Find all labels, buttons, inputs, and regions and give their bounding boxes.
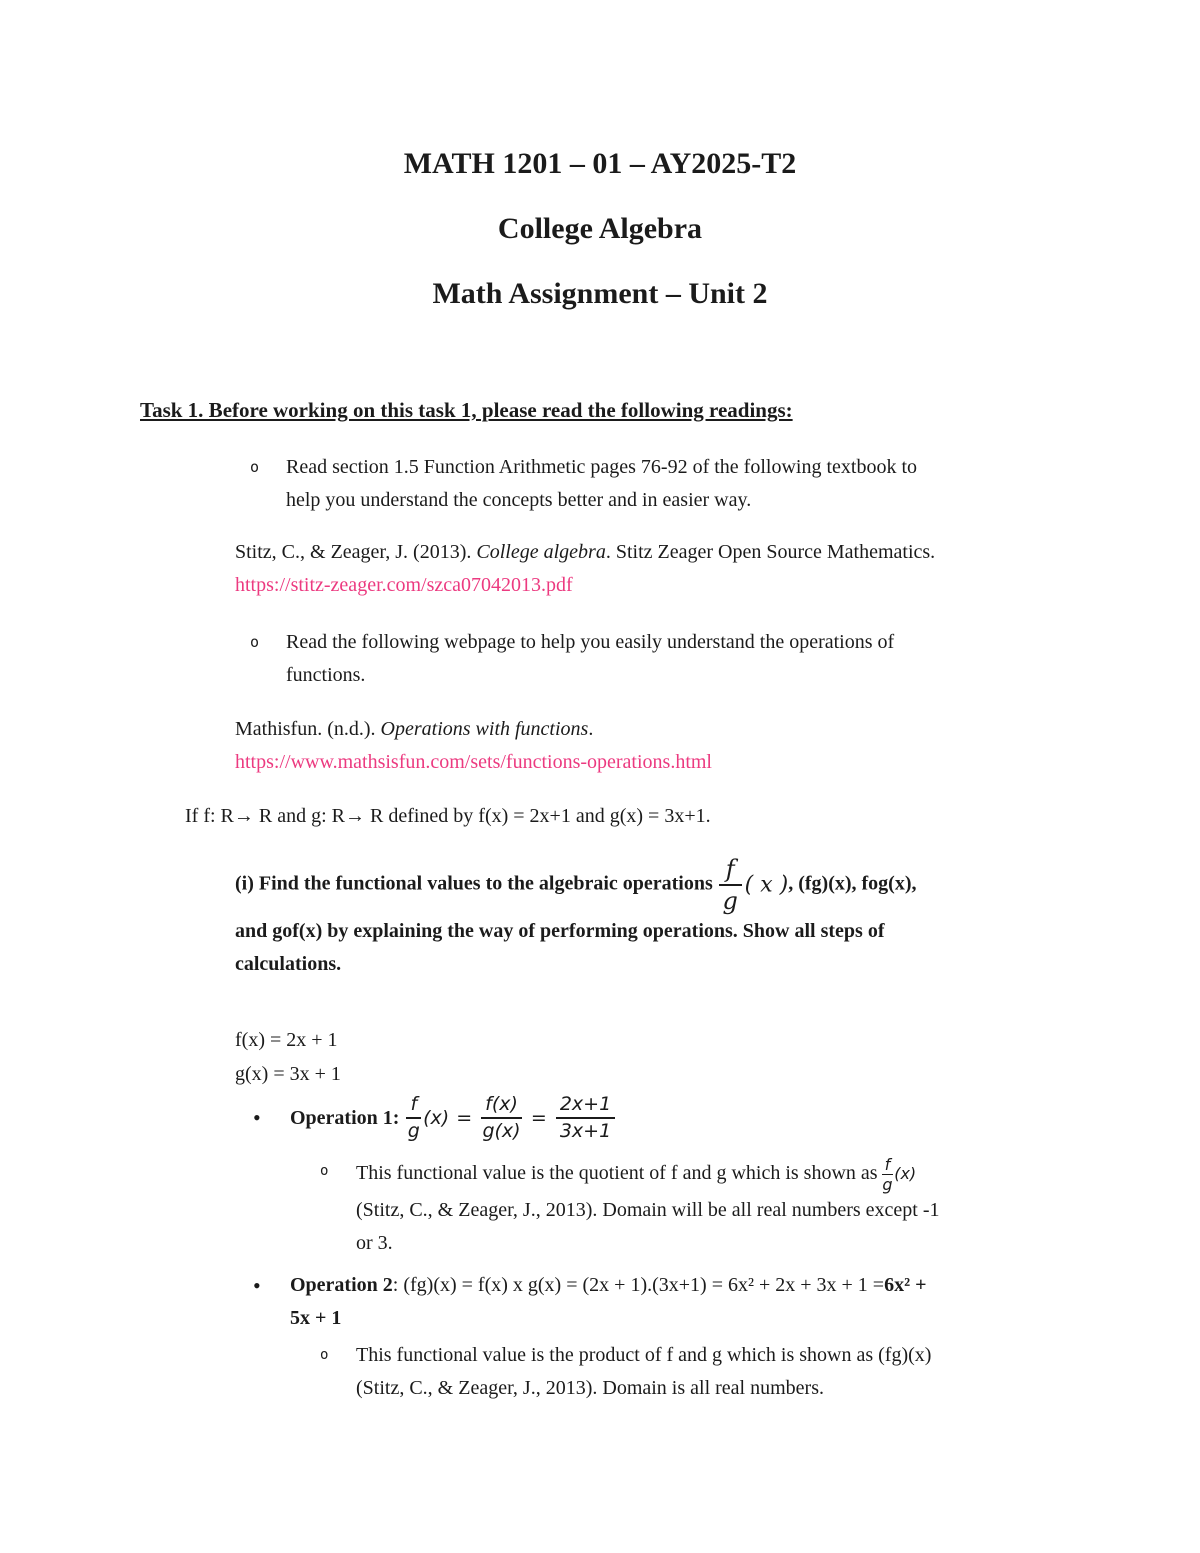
- question-pre-text: (i) Find the functional values to the algebraic operations: [235, 872, 713, 895]
- citation-1-title: College algebra: [476, 541, 606, 563]
- fraction-numerator: f: [406, 1093, 421, 1119]
- f-definition: f(x) = 2x + 1: [235, 1029, 338, 1051]
- explanation-pre-text: This functional value is the quotient of f and g which is shown as: [356, 1162, 878, 1185]
- fraction-denominator: 3x+1: [559, 1120, 612, 1142]
- explanation-line3: or 3.: [356, 1232, 393, 1254]
- course-title: MATH 1201 – 01 – AY2025-T2: [403, 147, 797, 180]
- disc-bullet-icon: •: [253, 1105, 261, 1130]
- fraction-argument: ( x ): [744, 872, 789, 898]
- operation-2-text: [290, 1269, 1060, 1335]
- explanation-line2: (Stitz, C., & Zeager, J., 2013). Domain will be all real numbers except -1: [356, 1199, 940, 1221]
- question-i-paragraph: [235, 855, 1085, 981]
- reading-item-2: [250, 626, 1060, 692]
- f-over-g-fraction: [719, 855, 742, 915]
- citation-stitz-zeager: [235, 536, 1060, 602]
- operation-2-result-part2: 5x + 1: [290, 1307, 342, 1329]
- fraction-denominator: g: [882, 1175, 893, 1194]
- operation-2-result-part1: 6x² +: [884, 1274, 927, 1296]
- explanation-line1: This functional value is the product of f and g which is shown as (fg)(x): [356, 1344, 932, 1366]
- mathisfun-link[interactable]: https://www.mathsisfun.com/sets/functions-operations.html: [235, 751, 712, 773]
- reading-1-line1: Read section 1.5 Function Arithmetic pages 76-92 of the following textbook to: [286, 456, 918, 478]
- assignment-title: Math Assignment – Unit 2: [432, 277, 768, 310]
- fraction-denominator: g: [722, 887, 738, 915]
- reading-1-text: [286, 451, 1060, 517]
- fraction-numerator: f: [882, 1155, 894, 1175]
- reading-2-text: [286, 626, 1060, 692]
- citation-mathisfun: [235, 713, 1060, 779]
- fraction-numerator: 2x+1: [556, 1093, 615, 1119]
- citation-2-period: .: [588, 718, 594, 740]
- fraction-numerator: f: [719, 855, 742, 886]
- operation-2-explanation-text: [356, 1339, 1060, 1405]
- fx-over-gx-fraction: [481, 1093, 522, 1143]
- operation-1-explanation: [320, 1155, 1060, 1260]
- function-definitions-intro: If f: R→ R and g: R→ R defined by f(x) = 2x+1 and g(x) = 3x+1.: [185, 805, 711, 827]
- circle-bullet-icon: o: [250, 633, 260, 651]
- g-definition: g(x) = 3x + 1: [235, 1063, 341, 1085]
- 2x1-over-3x1-fraction: [556, 1093, 615, 1143]
- operation-1-math: [290, 1093, 617, 1143]
- fraction-argument: (x): [894, 1164, 917, 1184]
- question-line1-end: , (fg)(x), fog(x),: [788, 872, 917, 895]
- citation-1-author: Stitz, C., & Zeager, J. (2013).: [235, 541, 477, 563]
- function-definitions: [235, 1023, 1060, 1091]
- fraction-numerator: f(x): [481, 1093, 522, 1119]
- operation-2-label: Operation 2: [290, 1274, 393, 1296]
- stitz-zeager-link[interactable]: https://stitz-zeager.com/szca07042013.pdf: [235, 574, 573, 596]
- equals-sign: =: [456, 1107, 473, 1129]
- circle-bullet-icon: o: [250, 458, 260, 476]
- citation-2-title: Operations with functions: [380, 718, 589, 740]
- citation-1-publisher: . Stitz Zeager Open Source Mathematics.: [605, 541, 936, 563]
- f-over-g-fraction: [882, 1155, 894, 1194]
- reading-2-line2: functions.: [286, 664, 366, 686]
- reading-item-1: [250, 451, 1060, 517]
- operation-2-explanation: [320, 1339, 1060, 1405]
- operation-1-explanation-text: [356, 1155, 1060, 1260]
- operation-1-item: [253, 1093, 1060, 1143]
- task1-heading: Task 1. Before working on this task 1, please read the following readings:: [140, 398, 793, 422]
- fraction-denominator: g: [407, 1120, 420, 1142]
- equals-sign: =: [530, 1107, 547, 1129]
- fraction-argument: (x): [423, 1107, 450, 1129]
- question-line3: calculations.: [235, 953, 342, 975]
- question-line2: and gof(x) by explaining the way of performing operations. Show all steps of: [235, 920, 885, 942]
- operation-2-equation: : (fg)(x) = f(x) x g(x) = (2x + 1).(3x+1) = 6x² + 2x + 3x + 1 =: [392, 1274, 885, 1296]
- fraction-denominator: g(x): [482, 1120, 521, 1142]
- circle-bullet-icon: o: [320, 1347, 329, 1363]
- reading-1-line2: help you understand the concepts better and in easier way.: [286, 489, 752, 511]
- operation-2-item: [253, 1269, 1060, 1335]
- reading-2-line1: Read the following webpage to help you easily understand the operations of: [286, 631, 895, 653]
- operation-1-label: Operation 1:: [290, 1106, 405, 1129]
- explanation-line2: (Stitz, C., & Zeager, J., 2013). Domain is all real numbers.: [356, 1377, 824, 1399]
- disc-bullet-icon: •: [253, 1273, 261, 1298]
- subject-title: College Algebra: [497, 212, 703, 245]
- citation-2-author: Mathisfun. (n.d.).: [235, 718, 381, 740]
- f-over-g-fraction: [406, 1093, 421, 1143]
- circle-bullet-icon: o: [320, 1163, 329, 1179]
